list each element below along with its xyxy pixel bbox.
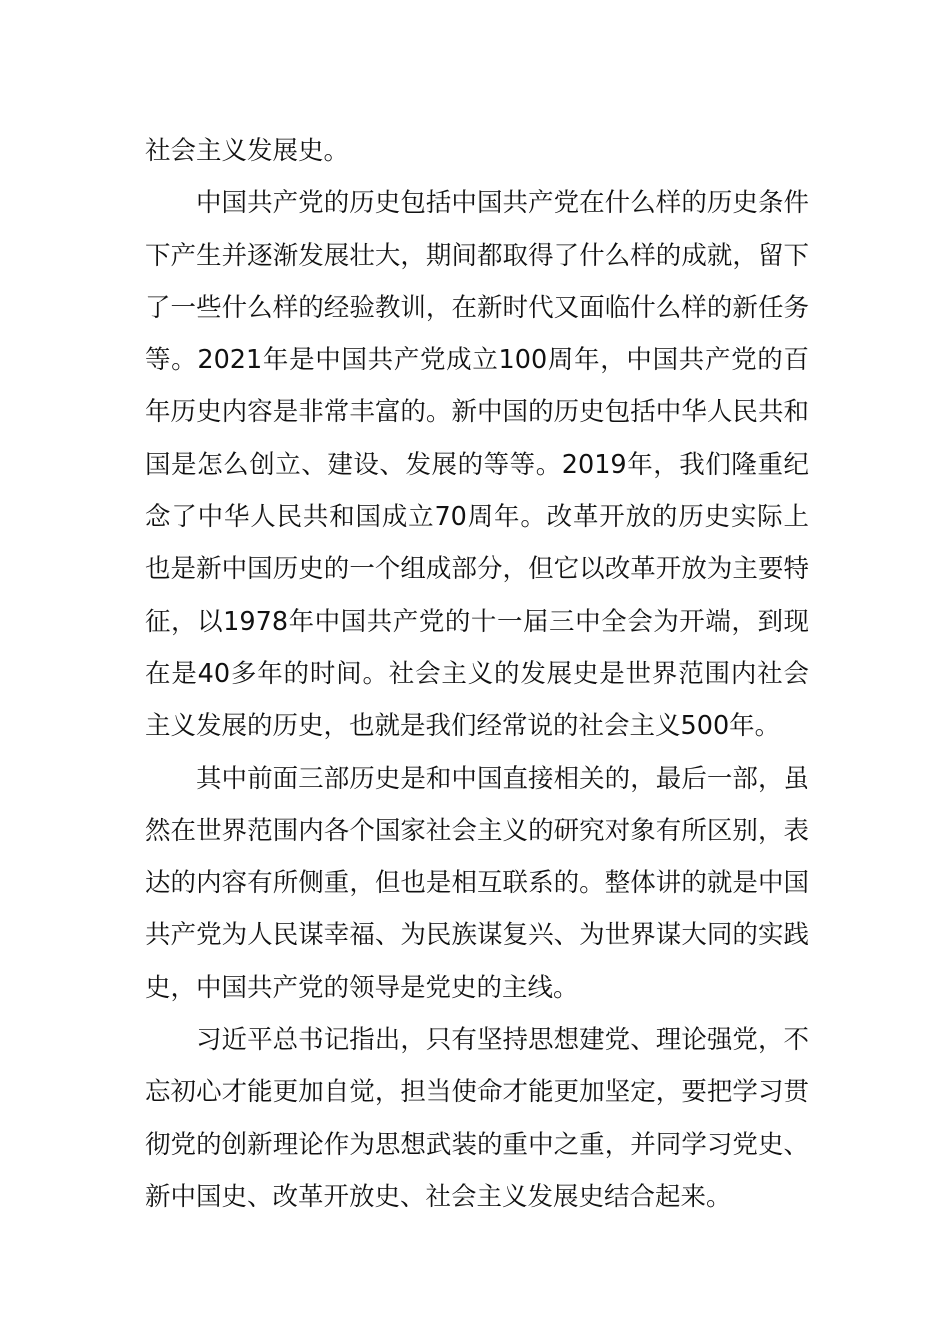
document-body: [145, 125, 809, 1223]
paragraph-relationship: 其中前面三部历史是和中国直接相关的，最后一部，虽然在世界范围内各个国家社会主义的研究对象有所区别，表达的内容有所侧重，但也是相互联系的。整体讲的就是中国共产党为人民谋幸福、为民族谋复兴、为世界谋大同的实践史，中国共产党的领导是党史的主线。: [145, 763, 809, 1003]
paragraph-continuation: 社会主义发展史。: [145, 136, 350, 166]
paragraph-xi-quote: 习近平总书记指出，只有坚持思想建党、理论强党，不忘初心才能更加自觉，担当使命才能更加坚定，要把学习贯彻党的创新理论作为思想武装的重中之重，并同学习党史、新中国史、改革开放史、社会主义发展史结合起来。: [145, 1025, 809, 1212]
paragraph-party-history: 中国共产党的历史包括中国共产党在什么样的历史条件下产生并逐渐发展壮大，期间都取得了什么样的成就，留下了一些什么样的经验教训，在新时代又面临什么样的新任务等。2021年是中国共产党成立100周年，中国共产党的百年历史内容是非常丰富的。新中国的历史包括中华人民共和国是怎么创立、建设、发展的等等。2019年，我们隆重纪念了中华人民共和国成立70周年。改革开放的历史实际上也是新中国历史的一个组成部分，但它以改革开放为主要特征，以1978年中国共产党的十一届三中全会为开端，到现在是40多年的时间。社会主义的发展史是世界范围内社会主义发展的历史，也就是我们经常说的社会主义500年。: [145, 188, 809, 742]
